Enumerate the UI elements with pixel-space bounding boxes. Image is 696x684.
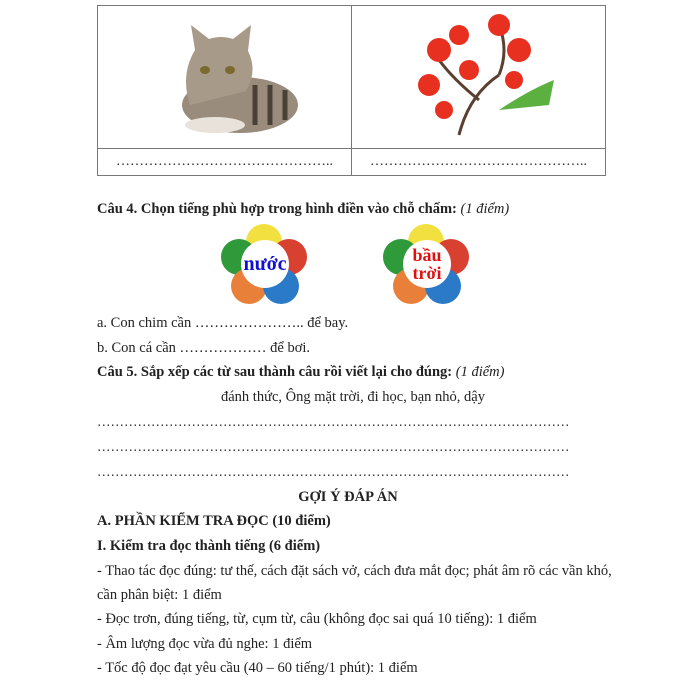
cat-image: [145, 10, 305, 140]
word-bau: bầu: [412, 245, 442, 265]
flamboyant-flower-image: [399, 10, 559, 140]
question-5-points: (1 điểm): [455, 364, 505, 380]
criteria-item: - Đọc trơn, đúng tiếng, từ, cụm từ, câu (không đọc sai quá 10 tiếng): 1 điểm: [97, 611, 537, 627]
answer-line[interactable]: ……………………………………………………………………………………………: [97, 439, 570, 454]
section-i-heading: I. Kiểm tra đọc thành tiếng (6 điểm): [97, 538, 321, 554]
question-4-heading: [97, 201, 509, 218]
cat-image-cell: [98, 6, 352, 149]
word-troi: trời: [412, 263, 442, 283]
question-4a: a. Con chim cần ………………….. để bay.: [97, 315, 349, 331]
answer-blank-left[interactable]: ………………………………………..: [98, 149, 352, 176]
answer-line[interactable]: ……………………………………………………………………………………………: [97, 464, 570, 479]
flower-card-bau-troi: [383, 224, 469, 304]
word-bau-troi: [403, 240, 451, 288]
criteria-item: - Âm lượng đọc vừa đủ nghe: 1 điểm: [97, 636, 313, 652]
answer-line[interactable]: ……………………………………………………………………………………………: [97, 414, 570, 429]
answer-key-title: GỢI Ý ĐÁP ÁN: [298, 489, 398, 505]
criteria-item: - Thao tác đọc đúng: tư thế, cách đặt sách vở, cách đưa mắt đọc; phát âm rõ các vần khó,: [97, 563, 612, 579]
flower-card-nuoc: [221, 224, 307, 304]
section-a-heading: A. PHẦN KIỂM TRA ĐỌC (10 điểm): [97, 513, 331, 529]
question-4b: b. Con cá cần ……………… để bơi.: [97, 340, 311, 356]
answer-blank-right[interactable]: ………………………………………..: [352, 149, 606, 176]
question-4-title: Câu 4. Chọn tiếng phù hợp trong hình điền vào chỗ chấm:: [97, 201, 457, 217]
picture-table: [97, 5, 606, 176]
question-5-heading: [97, 364, 504, 381]
word-nuoc: nước: [241, 240, 289, 288]
criteria-item: - Tốc độ đọc đạt yêu cầu (40 – 60 tiếng/1 phút): 1 điểm: [97, 660, 418, 676]
flamboyant-flower-image-cell: [352, 6, 606, 149]
criteria-item: cần phân biệt: 1 điểm: [97, 587, 222, 603]
question-4-points: (1 điểm): [460, 201, 510, 217]
question-5-words: đánh thức, Ông mặt trời, đi học, bạn nhỏ, dậy: [221, 389, 485, 405]
question-5-title: Câu 5. Sắp xếp các từ sau thành câu rồi viết lại cho đúng:: [97, 364, 453, 380]
